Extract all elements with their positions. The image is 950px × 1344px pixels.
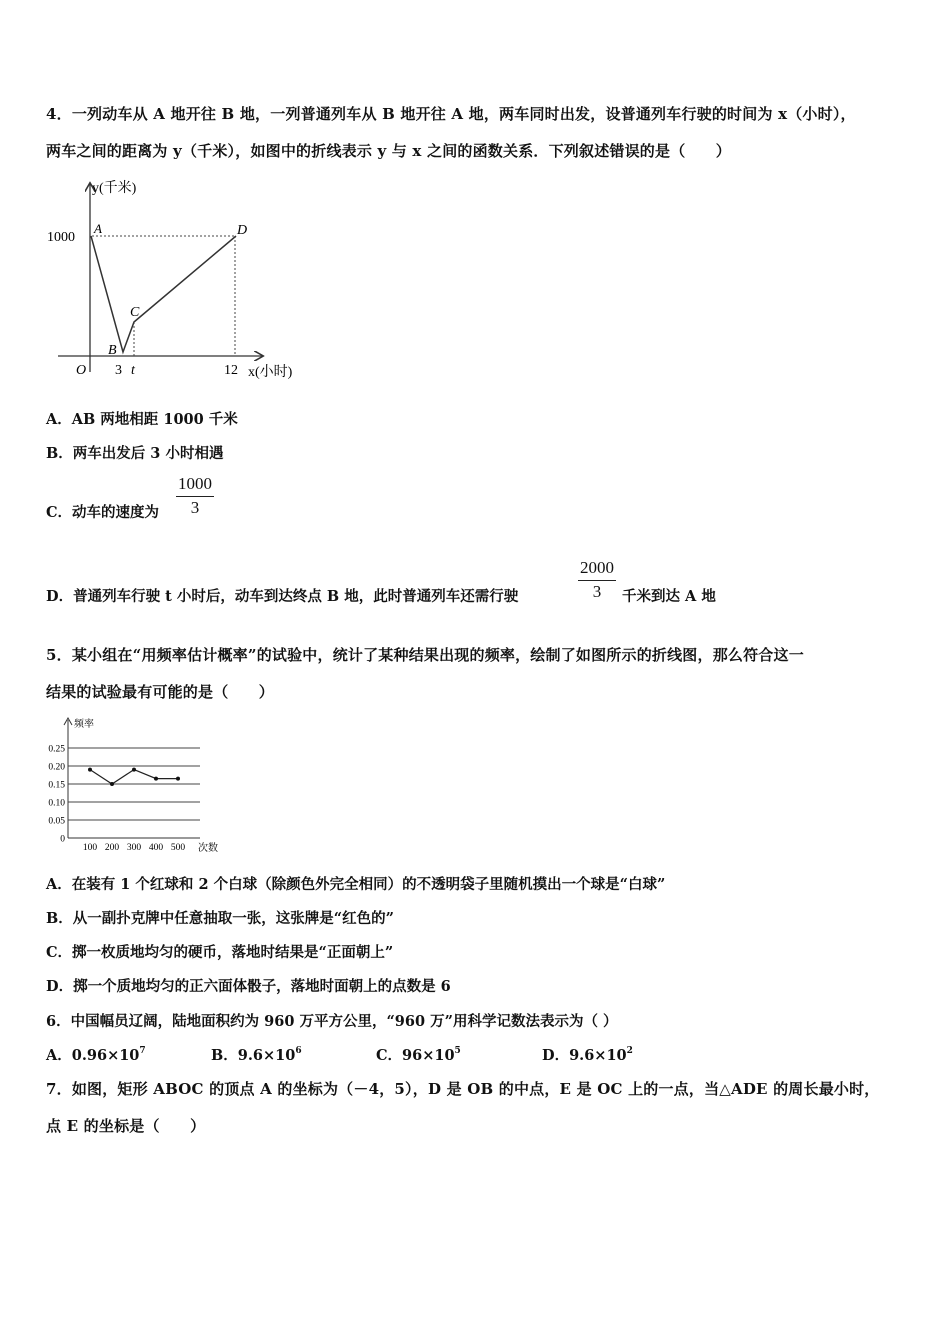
q5-option-a: A．在装有 1 个红球和 2 个白球（除颜色外完全相同）的不透明袋子里随机摸出一个球是“白球” (46, 876, 666, 893)
q4-option-c-denominator: 3 (190, 498, 200, 517)
q6-option-c (376, 1044, 461, 1065)
q4-option-d-fraction (578, 558, 616, 602)
q4-polyline-abcd (91, 236, 236, 352)
q4-x-tick-3: 3 (115, 363, 122, 378)
q4-option-d-denominator: 3 (592, 582, 602, 601)
q4-option-b: B．两车出发后 3 小时相遇 (46, 445, 224, 462)
q5-chart-data-point (154, 777, 158, 781)
q6-option-a (46, 1044, 146, 1065)
q5-chart-x-label: 次数 (198, 843, 218, 854)
q5-chart-x-tick-label: 500 (170, 843, 186, 853)
q4-origin-label: O (76, 363, 87, 378)
q7-stem-line2: 点 E 的坐标是（ ） (46, 1117, 206, 1135)
q4-point-b: B (108, 343, 117, 358)
q4-option-c-numerator: 1000 (178, 474, 212, 493)
q6-option-c-exponent: 5 (454, 1046, 461, 1056)
q5-chart-x-tick-label: 100 (82, 843, 98, 853)
q6-option-a-exponent: 7 (139, 1046, 146, 1056)
q4-point-c: C (130, 305, 140, 320)
q7-stem-line1: 7．如图，矩形 ABOC 的顶点 A 的坐标为（－4，5），D 是 OB 的中点，E 是 OC 上的一点，当△ADE 的周长最小时， (46, 1080, 880, 1098)
fraction-bar (176, 496, 214, 497)
q4-stem-line2: 两车之间的距离为 y（千米），如图中的折线表示 y 与 x 之间的函数关系．下列叙述错误的是（ ） (46, 142, 731, 160)
q5-chart-data-point (176, 777, 180, 781)
q4-y-axis-label: y(千米) (92, 181, 137, 196)
q5-chart-y-tick-label: 0.15 (48, 780, 65, 791)
q5-chart-y-tick-label: 0.05 (48, 816, 65, 827)
q5-stem-line1: 5．某小组在“用频率估计概率”的试验中，统计了某种结果出现的频率，绘制了如图所示的折线图，那么符合这一 (46, 646, 804, 664)
q4-option-d-tail: 千米到达 A 地 (622, 588, 716, 605)
q6-option-b-base: B．9.6×10 (211, 1047, 296, 1064)
q5-chart-x-tick-label: 300 (126, 843, 142, 853)
q5-option-c: C．掷一枚质地均匀的硬币，落地时结果是“正面朝上” (46, 944, 394, 961)
q4-distance-graph (44, 172, 314, 384)
q5-option-b: B．从一副扑克牌中任意抽取一张，这张牌是“红色的” (46, 910, 394, 927)
q5-chart-data-point (132, 768, 136, 772)
q5-chart-x-tick-label: 400 (148, 843, 164, 853)
q5-chart-series-line (90, 770, 178, 784)
q4-stem-line1: 4．一列动车从 A 地开往 B 地，一列普通列车从 B 地开往 A 地，两车同时出发，设普通列车行驶的时间为 x（小时）， (46, 105, 856, 123)
q6-option-b (211, 1044, 302, 1065)
q4-x-axis-label: x(小时) (248, 365, 293, 380)
q5-chart-y-tick-label: 0.25 (48, 744, 65, 755)
q4-point-a: A (94, 221, 102, 236)
q5-chart-y-tick-label: 0 (60, 834, 65, 845)
q4-option-d-numerator: 2000 (580, 558, 614, 577)
q4-y-tick-1000: 1000 (47, 230, 75, 245)
q6-stem: 6．中国幅员辽阔，陆地面积约为 960 万平方公里，“960 万”用科学记数法表示为（ ） (46, 1013, 618, 1030)
q4-option-d: D．普通列车行驶 t 小时后，动车到达终点 B 地，此时普通列车还需行驶 (46, 588, 519, 605)
q4-point-d: D (237, 223, 248, 238)
q5-chart-data-point (110, 782, 114, 786)
q5-chart-y-tick-label: 0.10 (48, 798, 65, 809)
q5-chart-y-label: 频率 (74, 719, 94, 730)
q4-option-c: C．动车的速度为 (46, 504, 160, 521)
q6-option-d (542, 1044, 633, 1065)
q5-frequency-chart (40, 714, 226, 856)
q4-x-tick-t: t (131, 363, 135, 378)
q5-stem-line2: 结果的试验最有可能的是（ ） (46, 683, 275, 701)
q6-option-c-base: C．96×10 (376, 1047, 455, 1064)
q6-option-d-exponent: 2 (626, 1046, 633, 1056)
q4-option-a: A．AB 两地相距 1000 千米 (46, 411, 238, 428)
q6-option-b-exponent: 6 (295, 1046, 302, 1056)
q4-option-c-fraction (176, 474, 214, 518)
q5-option-d: D．掷一个质地均匀的正六面体骰子，落地时面朝上的点数是 6 (46, 978, 451, 995)
q6-option-d-base: D．9.6×10 (542, 1047, 627, 1064)
q4-x-tick-12: 12 (224, 363, 238, 378)
q5-chart-data-point (88, 768, 92, 772)
q5-chart-y-tick-label: 0.20 (48, 762, 65, 773)
q5-chart-x-tick-label: 200 (104, 843, 120, 853)
q6-option-a-base: A．0.96×10 (46, 1047, 140, 1064)
fraction-bar (578, 580, 616, 581)
